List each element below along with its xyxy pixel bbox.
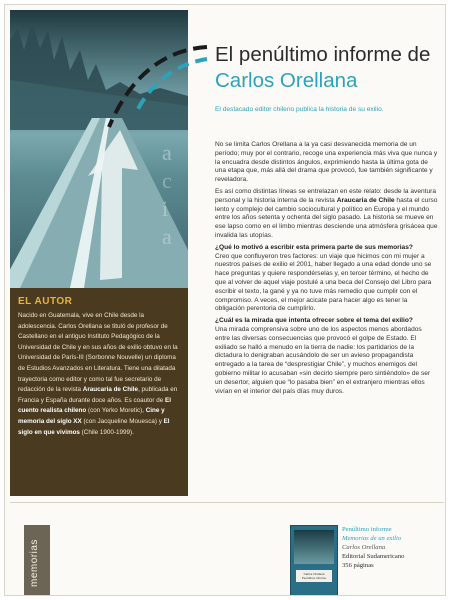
page-title-line1: El penúltimo informe de: [215, 43, 431, 66]
book-cover: Carlos Orellana Penúltimo informe: [290, 525, 338, 596]
dashed-curve-decoration: [95, 35, 215, 145]
svg-text:a: a: [162, 140, 172, 165]
author-sidebar: [10, 288, 188, 496]
page-subtitle: El destacado editor chileno publica la historia de su exilio.: [215, 106, 384, 113]
book-subtitle: Memorias de un exilio: [342, 534, 402, 542]
author-bio: Nacido en Guatemala, vive en Chile desde la adolescencia. Carlos Orellana se tituló de profesor de Castellano en el antiguo Instituto Pedagógico de la Universidad de Chile y en sus años de exilio obtuvo en la Universidad de París-III (Sorbonne Nouvelle) un diploma de Estudios Avanzados en Literatura. Tiene una dilatada trayectoria como editor y como tal fue secretario de redacción de la revista Araucaria de Chile, publicada en Francia y España durante doce años. Es coautor de El cuento realista chileno (con Yerko Moretic), Cine y memoria del siglo XX (con Jacqueline Mouesca) y El siglo en que vivimos (Chile 1900-1999).: [18, 312, 178, 436]
svg-text:i: i: [162, 196, 169, 221]
answer-1: Creo que confluyeron tres factores: un viaje que hicimos con mi mujer a nuestros países de exilio el 2001, haber llegado a una edad donde uno se hace preguntas y quiere respondérselas y, en tercer término, el hecho de que al volver de aquel viaje postulé a una beca del Consejo del Libro para escribir el texto, la gané y ya no tuve más remedio que cumplir con el compromiso. A veces, el mejor acicate para hacer algo es tener la obligación perentoria de cumplirlo.: [215, 252, 432, 313]
book-title: Penúltimo informe: [342, 526, 392, 533]
section-tab: memorias: [24, 525, 50, 595]
book-pages: 356 páginas: [342, 561, 374, 569]
book-info: [342, 526, 404, 571]
question-2: ¿Cuál es la mirada que intenta ofrecer sobre el tema del exilio?: [215, 317, 413, 325]
article-body: [215, 141, 438, 399]
magazine-name: Araucaria de Chile: [336, 196, 395, 204]
paragraph-intro: No se limita Carlos Orellana a la ya casi desvanecida memoria de un período; muy por el contrario, recoge una experiencia más viva que nunca y la encuadra desde distintos ángulos, exprimiendo hasta la última gota de una etapa que, más allá del drama que provocó, fue también significante y reveladora.: [215, 141, 438, 184]
question-1: ¿Qué lo motivó a escribir esta primera parte de sus memorias?: [215, 243, 413, 251]
magazine-page: [4, 4, 446, 596]
divider: [10, 502, 444, 503]
paragraph-lines: Es así como distintas líneas se entrelazan en este relato: desde la aventura personal y la historia interna de la revista Araucaria de Chile hasta el curso lento y complejo del cambio sociocultural y político en Europa y el mundo entre los años setenta y ochenta del siglo pasado. La historia se mueve en ese lapso como en el limbo mientras desciende una atmósfera grisácea que invalida las utopías.: [215, 187, 438, 239]
author-heading: EL AUTOR: [18, 296, 73, 307]
page-title-line2: Carlos Orellana: [215, 69, 358, 92]
answer-2: Una mirada comprensiva sobre uno de los aspectos menos abordados entre las diversas consecuencias que provocó el golpe de Estado. El exiliado se halló a menudo en la tierra de nadie: los partidarios de la dictadura lo denigraban acusándolo de ser un avieso propagandista entregado a la tarea de “desprestigiar Chile”, y muchos enemigos del gobierno militar lo acusaban «sin decirlo siempre pero sintiéndolo» de ser un desertor, alguien que “lo pasaba bien” en el extranjero mientras ellos vivían en el interior del país días muy duros.: [215, 325, 431, 395]
book-author: Carlos Orellana: [342, 543, 386, 551]
svg-text:a: a: [162, 224, 172, 249]
svg-text:c: c: [162, 168, 172, 193]
book-publisher: Editorial Sudamericano: [342, 552, 405, 560]
